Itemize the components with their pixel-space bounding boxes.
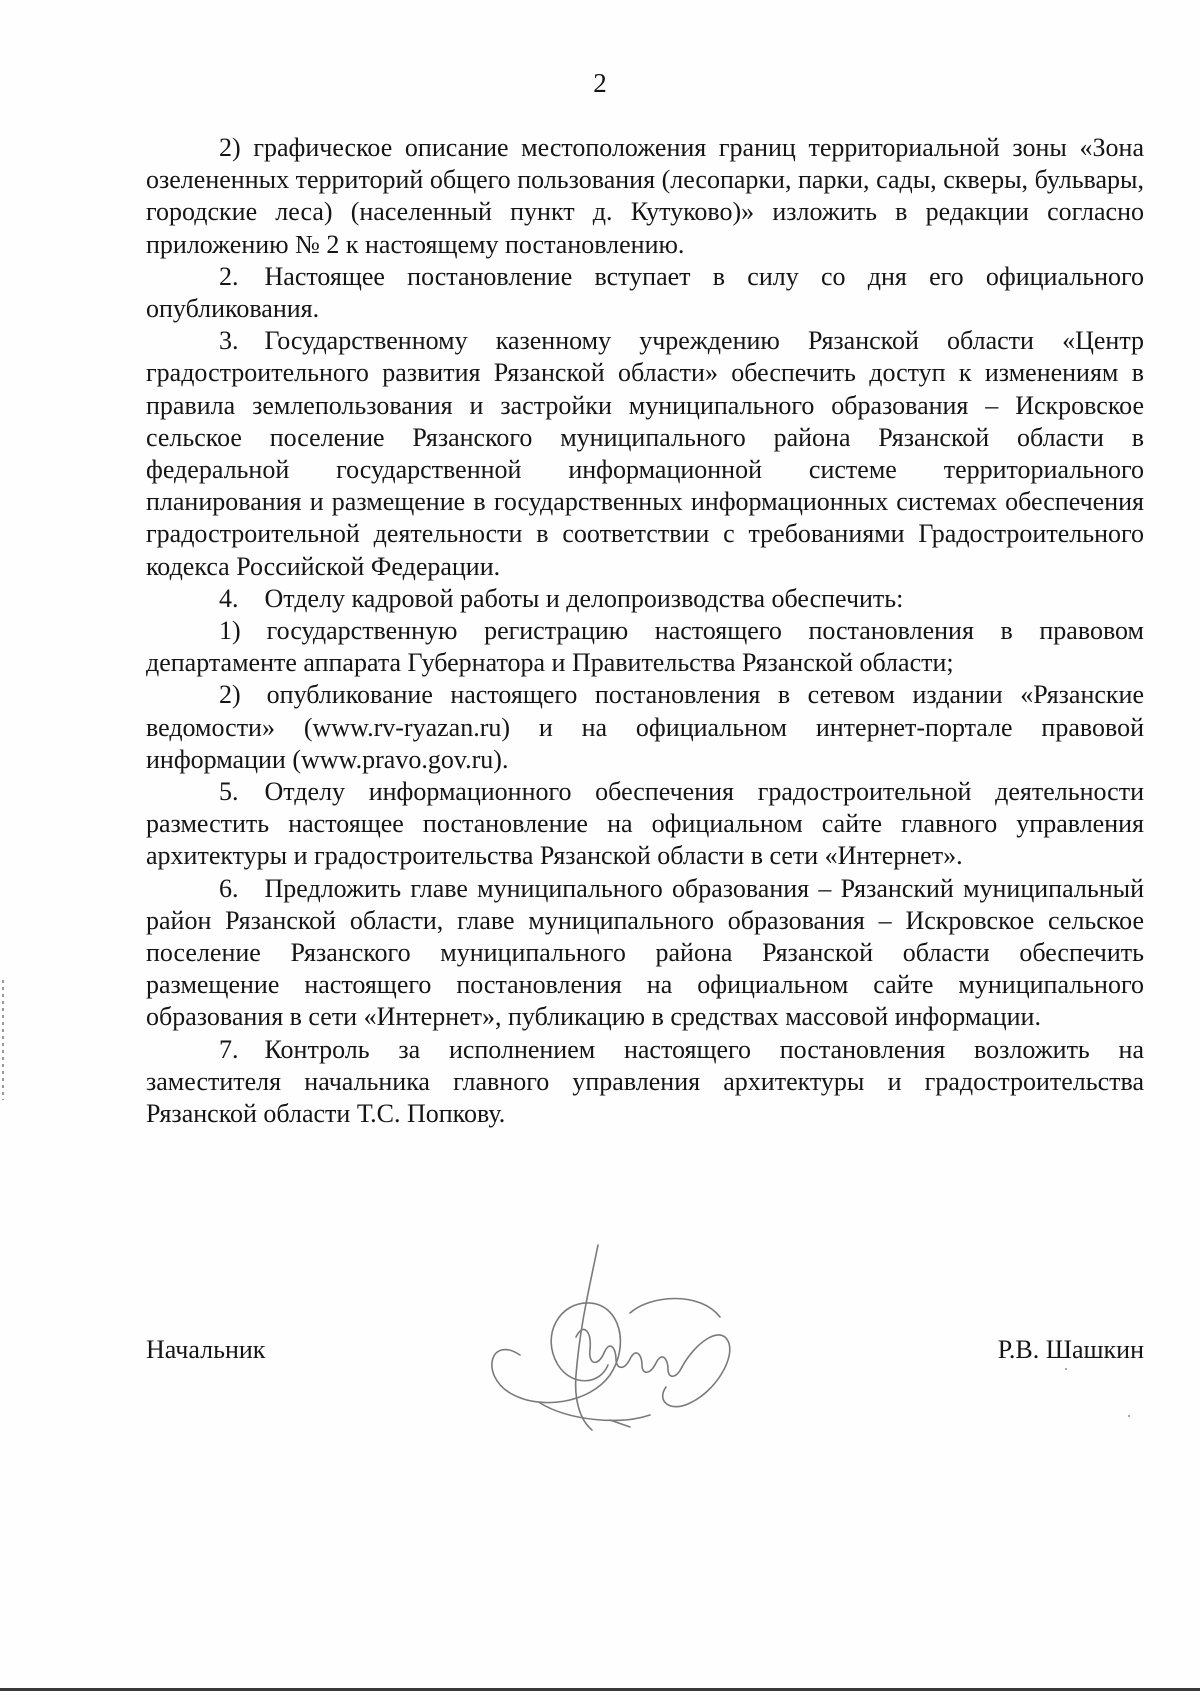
signature-block (146, 1335, 1144, 1375)
paragraph-item-4-1: 1) государственную регистрацию настоящего постановления в правовом департаменте аппарата Губернатора и Правительства Рязанской области; (146, 616, 1144, 678)
paragraph-item-2: 2. Настоящее постановление вступает в силу со дня его официального опубликования. (146, 261, 1144, 324)
scan-bottom-edge-line (0, 1688, 1200, 1691)
scan-edge-artifact (2, 980, 4, 1100)
paragraph-item-7: 7. Контроль за исполнением настоящего постановления возложить на заместителя начальника главного управления архитектуры и градостроительства Рязанской области Т.С. Попкову. (146, 1034, 1144, 1129)
scan-dust-dot (1065, 1368, 1067, 1370)
scan-dust-dot (1128, 1415, 1130, 1417)
paragraph-item-6: 6. Предложить главе муниципального образования – Рязанский муниципальный район Рязанской области, главе муниципального образования – Искровское сельское поселение Рязанского муниципального района Рязанской области обеспечить размещение настоящего постановления на официальном сайте муниципального образования в сети «Интернет», публикацию в средствах массовой информации. (146, 873, 1144, 1032)
paragraph-item-3: 3. Государственному казенному учреждению Рязанской области «Центр градостроительного развития Рязанской области» обеспечить доступ к изменениям в правила землепользования и застройки муниципального образования – Искровское сельское поселение Рязанского муниципального района Рязанской области в федеральной государственной информационной системе территориального планирования и размещение в государственных информационных системах обеспечения градостроительной деятельности в соответствии с требованиями Градостроительного кодекса Российской Федерации. (146, 326, 1144, 581)
document-body (146, 132, 1144, 1130)
signatory-name: Р.В. Шашкин (997, 1335, 1144, 1364)
paragraph-item-5: 5. Отделу информационного обеспечения градостроительной деятельности разместить настоящее постановление на официальном сайте главного управления архитектуры и градостроительства Рязанской области в сети «Интернет». (146, 777, 1144, 871)
page-number: 2 (593, 68, 607, 98)
paragraph-graphic-description: 2) графическое описание местоположения границ территориальной зоны «Зона озелененных территорий общего пользования (лесопарки, парки, сады, скверы, бульвары, городские леса) (населенный пункт д. Кутуково)» изложить в редакции согласно приложению № 2 к настоящему постановлению. (146, 133, 1144, 259)
paragraph-item-4-2: 2) опубликование настоящего постановления в сетевом издании «Рязанские ведомости» (www.rv-ryazan.ru) и на официальном интернет-портале правовой информации (www.pravo.gov.ru). (146, 680, 1144, 774)
paragraph-item-4: 4. Отделу кадровой работы и делопроизводства обеспечить: (219, 583, 904, 613)
handwritten-signature (480, 1225, 780, 1435)
signatory-title: Начальник (146, 1335, 266, 1364)
